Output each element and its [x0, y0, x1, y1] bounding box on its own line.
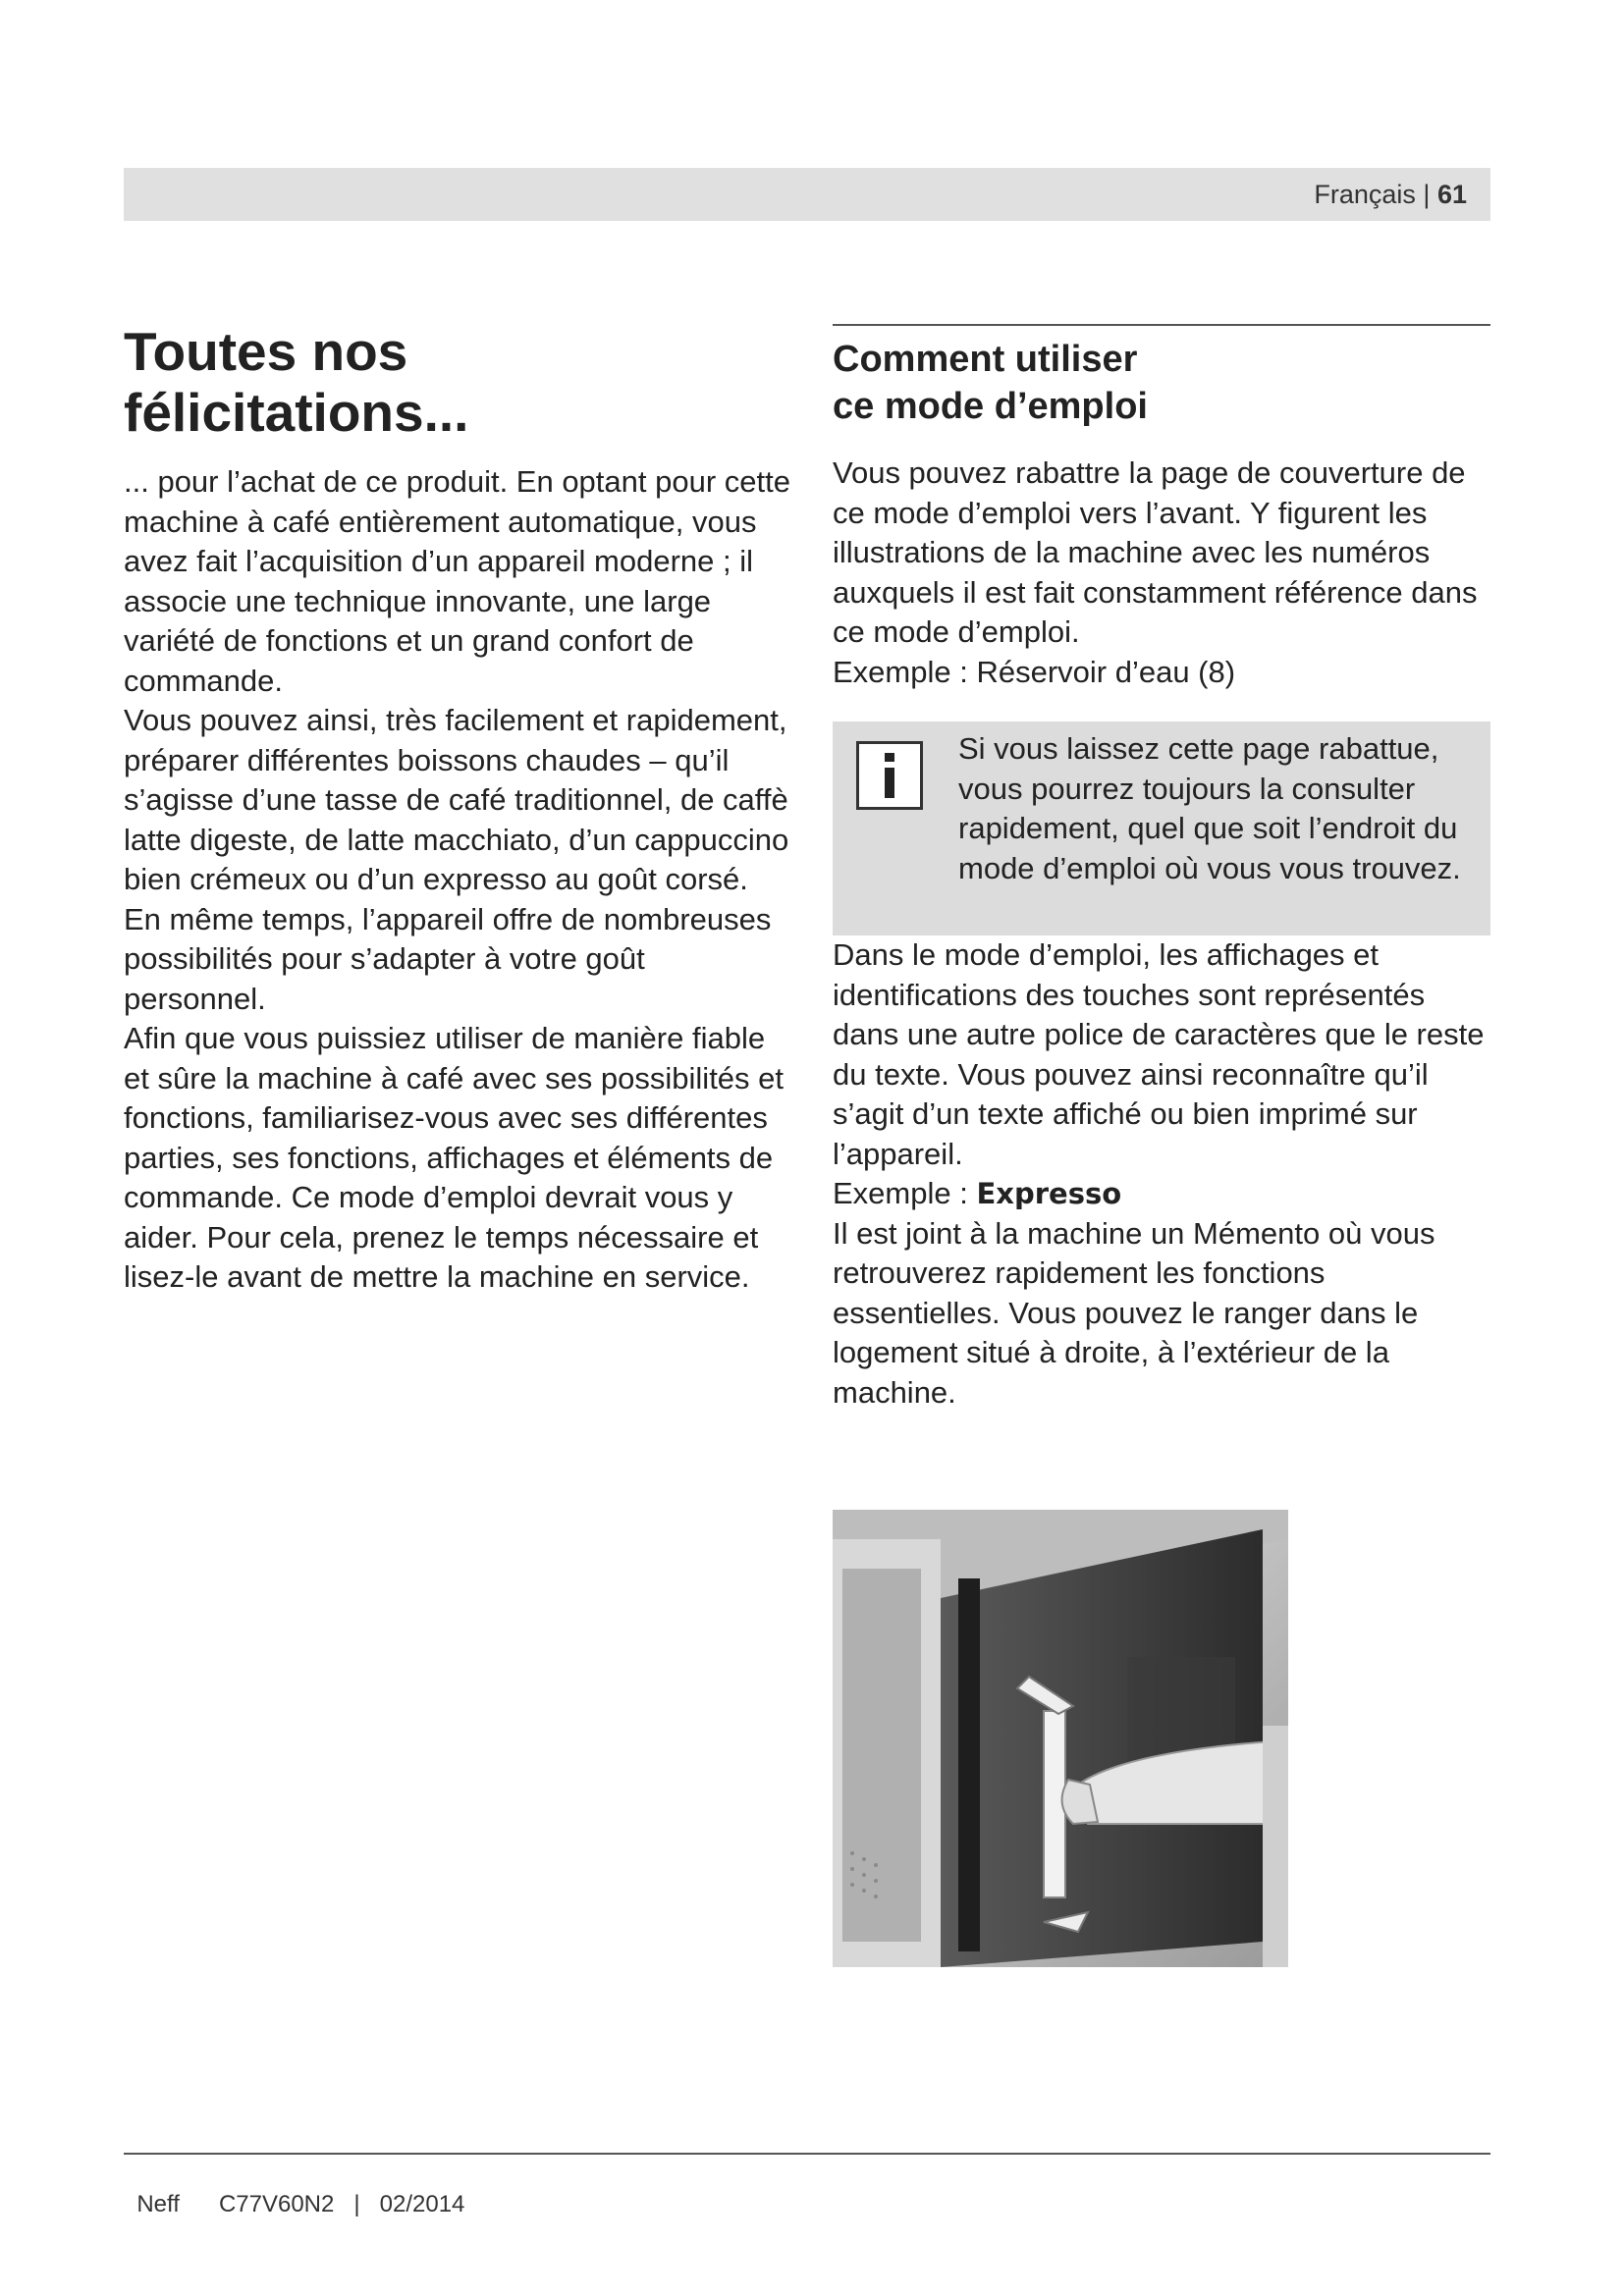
header-language: Français | — [1314, 180, 1431, 209]
section-heading — [833, 324, 1490, 430]
heading-line-2: ce mode d’emploi — [833, 386, 1148, 427]
title-line-2: félicitations... — [124, 382, 469, 443]
info-note-box — [833, 721, 1490, 935]
info-note-text: Si vous laissez cette page rabattue, vous pourrez toujours la consulter rapidement, quel que soit l’endroit du mode d’emploi où vous vous trouvez. — [958, 731, 1461, 885]
machine-photo — [833, 1510, 1288, 1967]
intro-paragraph-3: Afin que vous puissiez utiliser de manière fiable et sûre la machine à café avec ses possibilités et fonctions, familiarisez-vous avec ses différentes parties, ses fonctions, affichages et éléments de commande. Ce mode d’emploi devrait vous y aider. Pour cela, prenez le temps nécessaire et lisez-le avant de mettre la machine en service. — [124, 1021, 785, 1294]
usage-paragraph-2: Dans le mode d’emploi, les affichages et identifications des touches sont représentés dans une autre police de caractères que le reste du texte. Vous pouvez ainsi reconnaître qu’il s’agit d’un texte affiché ou bien imprimé sur l’appareil. — [833, 937, 1485, 1171]
title-line-1: Toutes nos — [124, 321, 408, 382]
intro-paragraph-1: ... pour l’achat de ce produit. En optant pour cette machine à café entièrement automatique, vous avez fait l’acquisition d’un appareil moderne ; il associe une technique innovante, une large variété de fonctions et un grand confort de commande. — [124, 464, 790, 698]
footer-brand: Neff — [136, 2191, 180, 2217]
example-label: Exemple : — [833, 1176, 977, 1210]
intro-paragraph-2: Vous pouvez ainsi, très facilement et rapidement, préparer différentes boissons chaudes – qu’il s’agisse d’une tasse de café traditionnel, de caffè latte digeste, de latte macchiato, d’un cappuccino bien crémeux ou d’un expresso au goût corsé. En même temps, l’appareil offre de nombreuses possibilités pour s’adapter à votre goût personnel. — [124, 703, 789, 1016]
left-column — [124, 321, 791, 1298]
footer-model: C77V60N2 — [218, 2191, 335, 2217]
usage-paragraph-1: Vous pouvez rabattre la page de couverture de ce mode d’emploi vers l’avant. Y figurent les illustrations de la machine avec les numéros auxquels il est fait constamment référence dans ce mode d’emploi. — [833, 455, 1478, 649]
footer-separator: | — [353, 2191, 360, 2217]
usage-paragraph-3: Il est joint à la machine un Mémento où vous retrouverez rapidement les fonctions essentielles. Vous pouvez le ranger dans le logement situé à droite, à l’extérieur de la machine. — [833, 1215, 1435, 1410]
example-display-font — [833, 1174, 1490, 1214]
page-number: 61 — [1436, 180, 1467, 209]
info-icon — [856, 741, 923, 810]
footer-divider — [124, 2153, 1490, 2155]
example-display-value: Expresso — [976, 1177, 1122, 1210]
page-title — [124, 321, 791, 443]
header-bar — [124, 168, 1490, 221]
heading-line-1: Comment utiliser — [833, 339, 1138, 380]
footer — [124, 2163, 464, 2218]
right-column — [833, 324, 1490, 1413]
footer-date: 02/2014 — [379, 2191, 465, 2217]
header-text — [1314, 180, 1467, 210]
example-water-tank: Exemple : Réservoir d’eau (8) — [833, 654, 1236, 689]
